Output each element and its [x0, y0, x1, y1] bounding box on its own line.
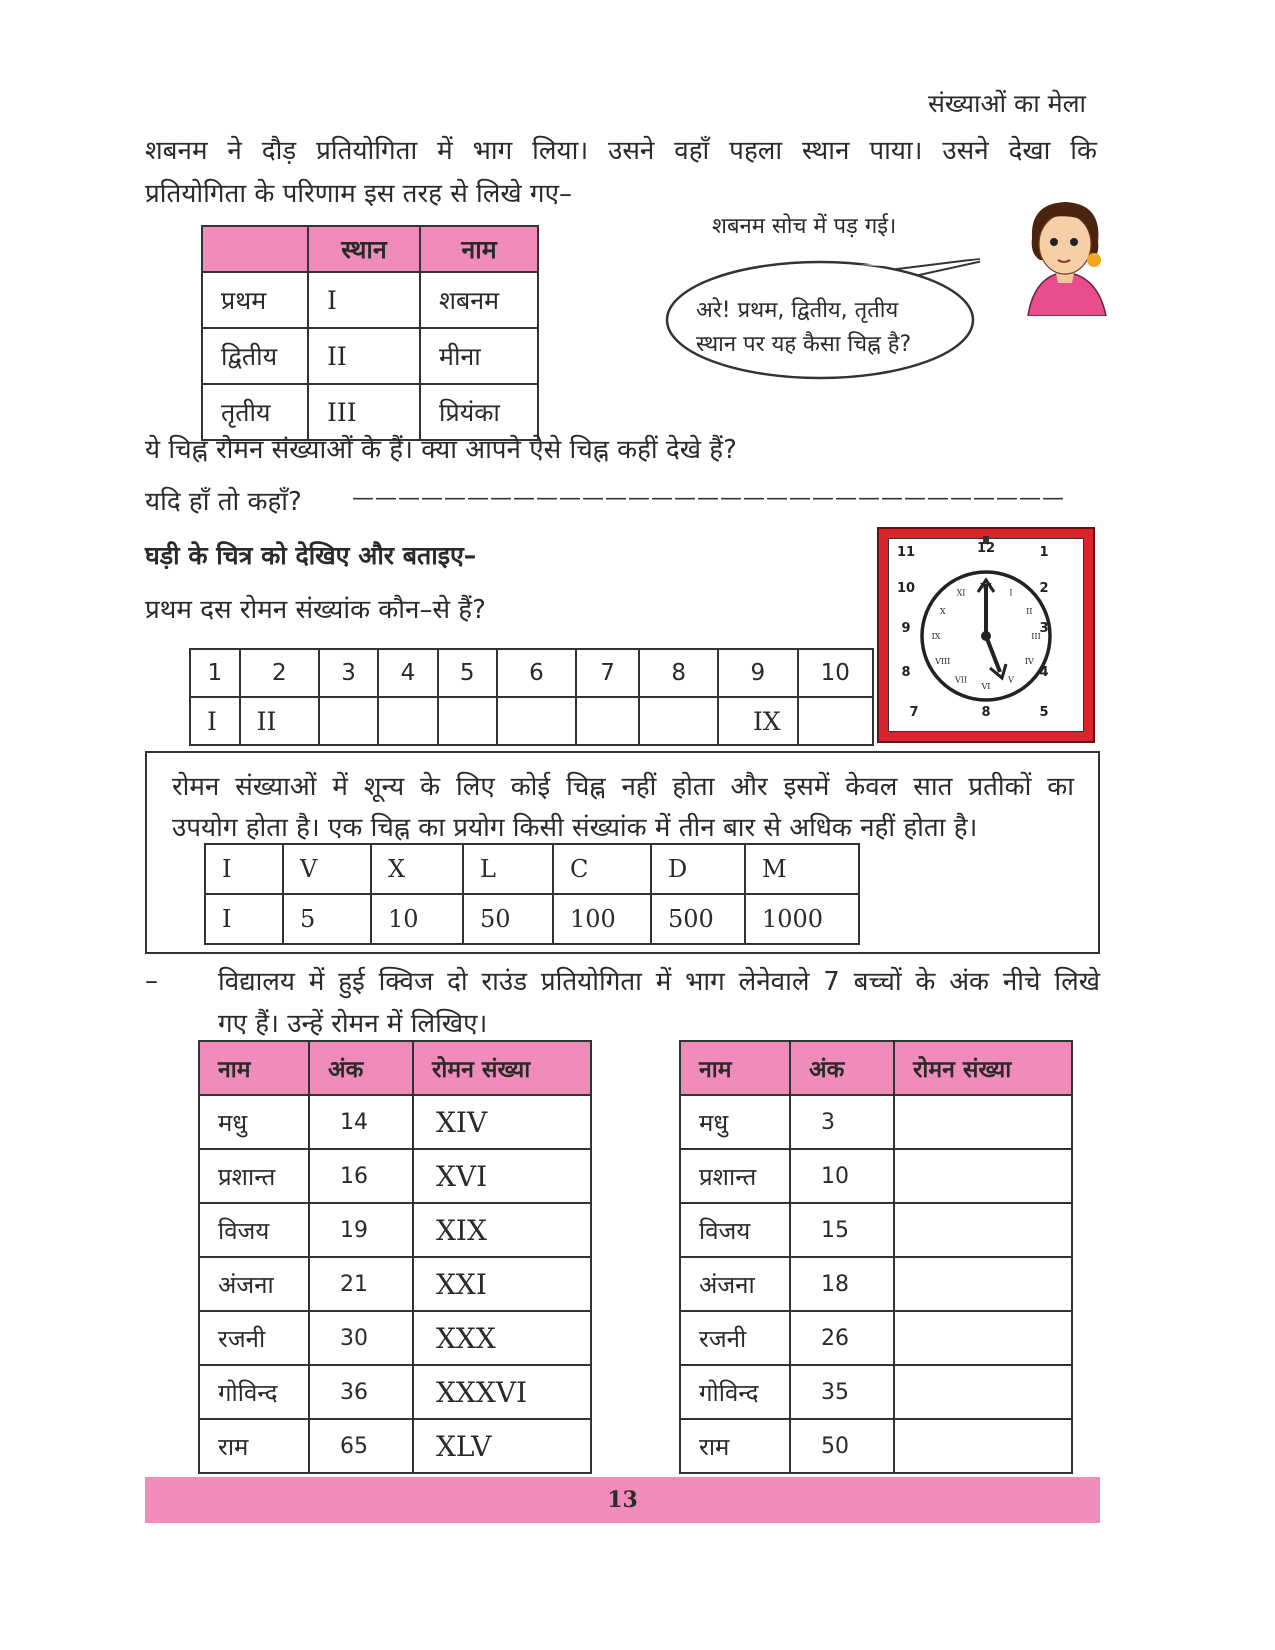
score-cell: 3 [790, 1095, 894, 1149]
roman-cell: IX [718, 697, 797, 745]
table-row [199, 1095, 591, 1149]
roman-ten-table [189, 648, 874, 746]
roman-answer-cell[interactable] [894, 1095, 1072, 1149]
name-cell: प्रियंका [420, 384, 538, 440]
score-header-cell: रोमन संख्या [894, 1041, 1072, 1095]
quiz-dash: – [145, 966, 158, 996]
student-name-cell: गोविन्द [680, 1365, 790, 1419]
chapter-title: संख्याओं का मेला [928, 89, 1086, 118]
table-row [199, 1257, 591, 1311]
answer-blank: ——————————————————————————————— [352, 486, 1065, 511]
value-cell: 5 [283, 894, 371, 944]
clock-roman-numeral: XII [979, 582, 993, 591]
score-header-cell: अंक [790, 1041, 894, 1095]
number-cell: 10 [798, 649, 873, 697]
clock-number: 12 [976, 541, 996, 556]
table-row [199, 1365, 591, 1419]
student-name-cell: राम [199, 1419, 309, 1473]
clock-number: 7 [909, 705, 919, 720]
value-cell: 50 [463, 894, 553, 944]
name-cell: शबनम [420, 272, 538, 328]
number-cell: 2 [240, 649, 319, 697]
table-row [680, 1311, 1072, 1365]
roman-answer-cell[interactable] [894, 1311, 1072, 1365]
clock-number: 1 [1039, 545, 1049, 560]
clock-number: 8 [901, 665, 911, 680]
clock-roman-numeral: VIII [935, 657, 951, 666]
table-row [199, 1419, 591, 1473]
bubble-text-1: अरे! प्रथम, द्वितीय, तृतीय [696, 298, 899, 323]
table-row [680, 1365, 1072, 1419]
score-table-right [679, 1040, 1073, 1474]
clock-roman-numeral: VII [954, 675, 968, 685]
number-cell: 7 [576, 649, 639, 697]
girl-illustration [1010, 198, 1120, 316]
table-row [190, 697, 873, 745]
score-header-cell: अंक [309, 1041, 413, 1095]
clock-question: प्रथम दस रोमन संख्यांक कौन–से हैं? [145, 595, 486, 625]
score-table-left [198, 1040, 592, 1474]
symbol-cell: C [553, 844, 651, 894]
score-header-row [199, 1041, 591, 1095]
student-name-cell: राम [680, 1419, 790, 1473]
roman-cell: I [190, 697, 240, 745]
student-name-cell: प्रशान्त [199, 1149, 309, 1203]
clock-roman-numeral: IV [1024, 657, 1034, 666]
clock-roman-numeral: I [1009, 588, 1013, 598]
score-cell: 21 [309, 1257, 413, 1311]
number-cell: 4 [378, 649, 437, 697]
symbol-cell: I [205, 844, 283, 894]
roman-answer-cell: XXX [413, 1311, 591, 1365]
clock-roman-numeral: X [939, 607, 946, 616]
student-name-cell: अंजना [199, 1257, 309, 1311]
symbol-cell: V [283, 844, 371, 894]
intro-line-1: शबनम ने दौड़ प्रतियोगिता में भाग लिया। उसने वहाँ पहला स्थान पाया। उसने देखा कि [145, 136, 1097, 166]
score-cell: 15 [790, 1203, 894, 1257]
score-cell: 65 [309, 1419, 413, 1473]
clock-number: 4 [1039, 665, 1049, 680]
score-cell: 16 [309, 1149, 413, 1203]
results-header-place: स्थान [308, 226, 420, 272]
name-cell: मीना [420, 328, 538, 384]
roman-answer-cell[interactable] [894, 1419, 1072, 1473]
roman-cell [639, 697, 718, 745]
roman-answer-cell: XIX [413, 1203, 591, 1257]
clock-number: 10 [896, 581, 916, 596]
value-cell: 500 [651, 894, 745, 944]
number-cell: 1 [190, 649, 240, 697]
clock-illustration [886, 536, 1086, 734]
clock-heading: घड़ी के चित्र को देखिए और बताइए– [145, 541, 477, 570]
clock-roman-numeral: VI [981, 682, 991, 691]
results-header-name: नाम [420, 226, 538, 272]
value-cell: 100 [553, 894, 651, 944]
table-row [205, 844, 859, 894]
roman-answer-cell[interactable] [894, 1365, 1072, 1419]
score-header-cell: नाम [680, 1041, 790, 1095]
roman-answer-cell: XLV [413, 1419, 591, 1473]
roman-cell [438, 697, 497, 745]
clock-roman-numeral: III [1031, 632, 1041, 641]
roman-cell [798, 697, 873, 745]
student-name-cell: विजय [199, 1203, 309, 1257]
score-cell: 10 [790, 1149, 894, 1203]
clock-number: 11 [896, 545, 916, 560]
score-cell: 35 [790, 1365, 894, 1419]
score-cell: 30 [309, 1311, 413, 1365]
student-name-cell: प्रशान्त [680, 1149, 790, 1203]
value-cell: 10 [371, 894, 463, 944]
clock-roman-numeral: IX [931, 632, 941, 641]
table-row [199, 1203, 591, 1257]
score-cell: 36 [309, 1365, 413, 1419]
table-row [680, 1203, 1072, 1257]
roman-cell: II [240, 697, 319, 745]
quiz-line-1: विद्यालय में हुई क्विज दो राउंड प्रतियोगिता में भाग लेनेवाले 7 बच्चों के अंक नीचे लिखे [218, 967, 1100, 997]
table-row [202, 328, 538, 384]
position-cell: द्वितीय [202, 328, 308, 384]
score-cell: 14 [309, 1095, 413, 1149]
symbol-cell: M [745, 844, 859, 894]
position-cell: तृतीय [202, 384, 308, 440]
score-cell: 26 [790, 1311, 894, 1365]
symbol-cell: L [463, 844, 553, 894]
score-cell: 19 [309, 1203, 413, 1257]
roman-cell [378, 697, 437, 745]
roman-answer-cell: XXXVI [413, 1365, 591, 1419]
info-line-1: रोमन संख्याओं में शून्य के लिए कोई चिह्न नहीं होता और इसमें केवल सात प्रतीकों का [172, 772, 1074, 802]
roman-answer-cell[interactable] [894, 1257, 1072, 1311]
roman-answer-cell[interactable] [894, 1203, 1072, 1257]
table-row [680, 1419, 1072, 1473]
roman-answer-cell: XVI [413, 1149, 591, 1203]
number-cell: 9 [718, 649, 797, 697]
question-where: यदि हाँ तो कहाँ? [145, 487, 302, 517]
quiz-line-2: गए हैं। उन्हें रोमन में लिखिए। [218, 1009, 488, 1039]
student-name-cell: मधु [199, 1095, 309, 1149]
symbol-cell: X [371, 844, 463, 894]
symbol-cell: D [651, 844, 745, 894]
clock-number: 5 [1039, 705, 1049, 720]
intro-line-2: प्रतियोगिता के परिणाम इस तरह से लिखे गए– [145, 179, 572, 209]
table-row [190, 649, 873, 697]
thought-caption: शबनम सोच में पड़ गई। [712, 214, 897, 239]
value-cell: 1000 [745, 894, 859, 944]
number-cell: 3 [319, 649, 378, 697]
bubble-text-2: स्थान पर यह कैसा चिह्न है? [696, 332, 912, 357]
score-header-cell: नाम [199, 1041, 309, 1095]
student-name-cell: रजनी [199, 1311, 309, 1365]
roman-symbols-table [204, 843, 860, 945]
number-cell: 6 [497, 649, 576, 697]
roman-cell: I [308, 272, 420, 328]
table-row [680, 1095, 1072, 1149]
table-row [680, 1149, 1072, 1203]
question-roman-signs: ये चिह्न रोमन संख्याओं के हैं। क्या आपने ऐसे चिह्न कहीं देखे हैं? [145, 435, 737, 465]
table-row [205, 894, 859, 944]
score-cell: 50 [790, 1419, 894, 1473]
roman-answer-cell: XXI [413, 1257, 591, 1311]
student-name-cell: गोविन्द [199, 1365, 309, 1419]
clock-number: 2 [1039, 581, 1049, 596]
clock-roman-numeral: V [1008, 675, 1014, 685]
student-name-cell: रजनी [680, 1311, 790, 1365]
results-header-empty [202, 226, 308, 272]
student-name-cell: मधु [680, 1095, 790, 1149]
roman-cell [497, 697, 576, 745]
clock-roman-numeral: II [1026, 607, 1033, 616]
clock-roman-numeral: XI [956, 588, 966, 598]
roman-cell: II [308, 328, 420, 384]
roman-cell: III [308, 384, 420, 440]
results-table [201, 225, 539, 441]
table-row [680, 1257, 1072, 1311]
score-header-cell: रोमन संख्या [413, 1041, 591, 1095]
score-header-row [680, 1041, 1072, 1095]
page-number: 13 [607, 1487, 638, 1513]
table-row [202, 272, 538, 328]
table-row [199, 1149, 591, 1203]
clock-number: 8 [981, 705, 991, 720]
roman-cell [576, 697, 639, 745]
student-name-cell: विजय [680, 1203, 790, 1257]
position-cell: प्रथम [202, 272, 308, 328]
number-cell: 8 [639, 649, 718, 697]
roman-answer-cell: XIV [413, 1095, 591, 1149]
clock-number: 3 [1039, 621, 1049, 636]
roman-cell [319, 697, 378, 745]
roman-answer-cell[interactable] [894, 1149, 1072, 1203]
score-cell: 18 [790, 1257, 894, 1311]
student-name-cell: अंजना [680, 1257, 790, 1311]
number-cell: 5 [438, 649, 497, 697]
page-footer [145, 1477, 1100, 1523]
info-line-2: उपयोग होता है। एक चिह्न का प्रयोग किसी संख्यांक में तीन बार से अधिक नहीं होता है। [172, 813, 978, 843]
value-cell: I [205, 894, 283, 944]
table-row [199, 1311, 591, 1365]
clock-number: 9 [901, 621, 911, 636]
